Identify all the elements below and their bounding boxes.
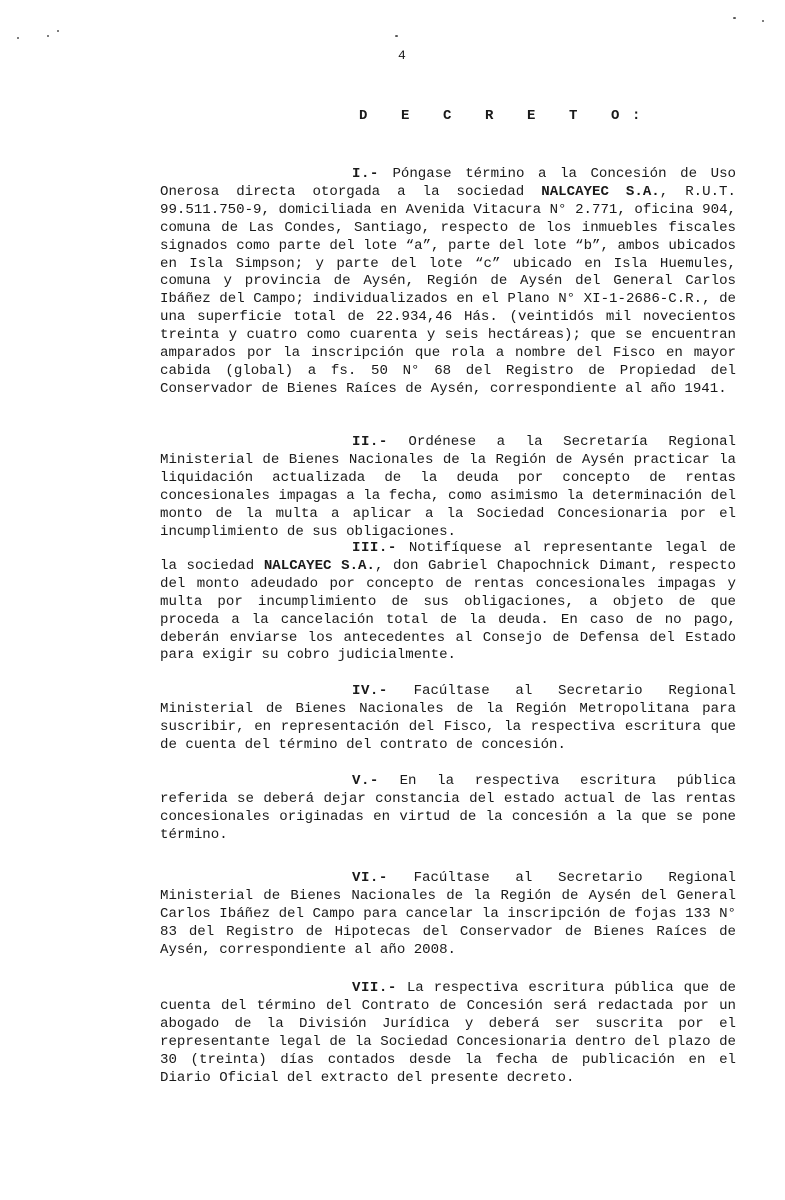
article-text: Póngase término a la Concesión de Uso Onerosa directa otorgada a la sociedad — [160, 166, 736, 200]
article-7 — [160, 980, 736, 1087]
article-number: V.- — [352, 773, 379, 789]
decree-title: D E C R E T O: — [359, 108, 654, 124]
article-number: VII.- — [352, 980, 397, 996]
article-4 — [160, 683, 736, 755]
article-5 — [160, 773, 736, 845]
article-number: VI.- — [352, 870, 388, 886]
article-text: En la respectiva escritura pública referida se deberá dejar constancia del estado actual de las rentas concesionales originadas en virtud de la concesión a la que se pone término. — [160, 773, 736, 843]
article-1 — [160, 166, 736, 399]
scan-speck — [17, 37, 19, 39]
article-number: II.- — [352, 434, 388, 450]
article-2 — [160, 434, 736, 541]
page-number: 4 — [398, 48, 406, 63]
article-number: IV.- — [352, 683, 388, 699]
article-6 — [160, 870, 736, 960]
scan-speck — [395, 35, 398, 37]
article-text: Ordénese a la Secretaría Regional Ministerial de Bienes Nacionales de la Región de Aysén practicar la liquidación actualizada de la deuda por concepto de rentas concesionales impagas a la fecha, como asimismo la determinación del monto de la multa a aplicar a la Sociedad Concesionaria por el incumplimiento de sus obligaciones. — [160, 434, 736, 540]
article-text-continued: , don Gabriel Chapochnick Dimant, respecto del monto adeudado por concepto de rentas concesionales impagas y multa por incumplimiento de sus obligaciones, a objeto de que proceda a la cancelación total de la deuda. En caso de no pago, deberán enviarse los antecedentes al Consejo de Defensa del Estado para exigir su cobro judicialmente. — [160, 557, 736, 664]
scan-speck — [47, 35, 49, 37]
article-text: Facúltase al Secretario Regional Ministerial de Bienes Nacionales de la Región de Aysén del General Carlos Ibáñez del Campo para cancelar la inscripción de fojas 133 N° 83 del Registro de Hipotecas del Conservador de Bienes Raíces de Aysén, correspondiente al año 2008. — [160, 870, 736, 958]
article-3 — [160, 540, 736, 665]
article-number: I.- — [352, 166, 379, 182]
article-text-continued: , R.U.T. 99.511.750-9, domiciliada en Avenida Vitacura N° 2.771, oficina 904, comuna de Las Condes, Santiago, respecto de los inmuebles fiscales signados como parte del lote “a”, parte del lote “b”, ambos ubicados en Isla Simpson; y parte del lote “c” ubicado en Isla Huemules, comuna y provincia de Aysén, Región de Aysén del General Carlos Ibáñez del Campo; individualizados en el Plano N° XI-1-2686-C.R., de una superficie total de 22.934,46 Hás. (veintidós mil novecientos treinta y cuatro como cuarenta y seis hectáreas); que se encuentran amparados por la inscripción que rola a nombre del Fisco en mayor cabida (global) a fs. 50 N° 68 del Registro de Propiedad del Conservador de Bienes Raíces de Aysén, correspondiente al año 1941. — [160, 183, 736, 397]
article-text: Facúltase al Secretario Regional Ministerial de Bienes Nacionales de la Región Metropolitana para suscribir, en representación del Fisco, la respectiva escritura que de cuenta del término del contrato de concesión. — [160, 683, 736, 753]
article-text: La respectiva escritura pública que de cuenta del término del Contrato de Concesión será redactada por un abogado de la División Jurídica y deberá ser suscrita por el representante legal de la Sociedad Concesionaria dentro del plazo de 30 (treinta) días contados desde la fecha de publicación en el Diario Oficial del extracto del presente decreto. — [160, 980, 736, 1086]
company-name: NALCAYEC S.A. — [263, 557, 375, 574]
article-text: Notifíquese al representante legal de la sociedad — [160, 540, 736, 574]
scan-speck — [733, 17, 736, 19]
scan-speck — [762, 20, 764, 22]
article-number: III.- — [352, 540, 397, 556]
scan-speck — [57, 30, 59, 32]
company-name: NALCAYEC S.A. — [541, 183, 660, 200]
